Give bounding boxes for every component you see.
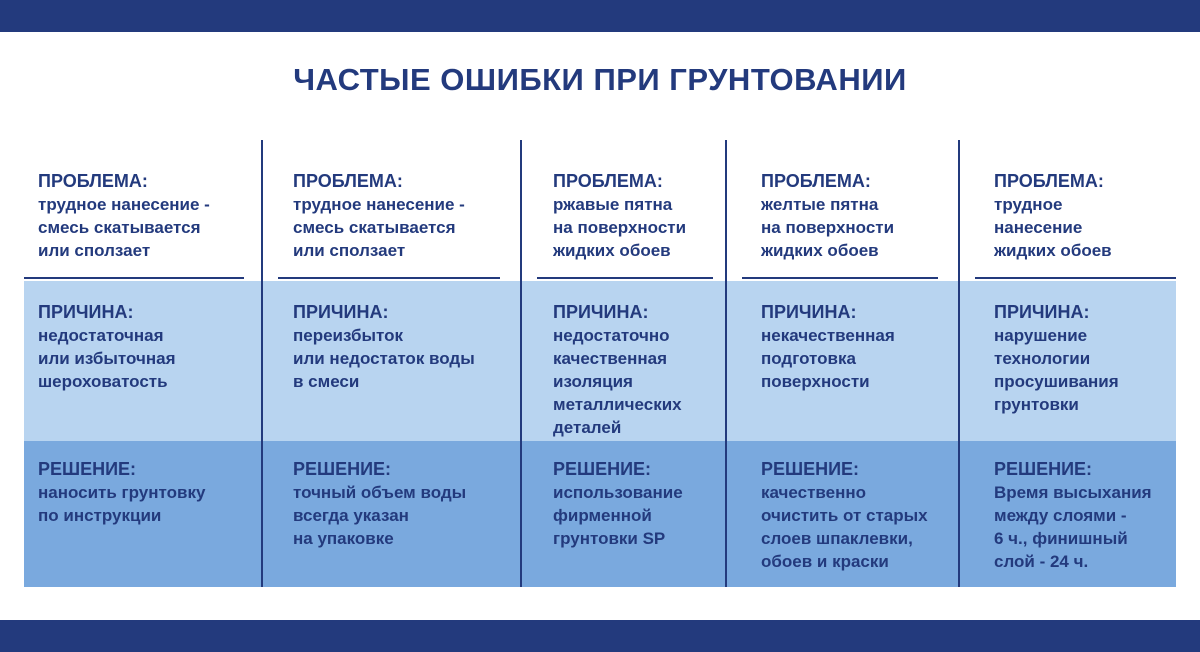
reason-cell — [293, 301, 475, 393]
problem-text: трудное нанесение - смесь скатывается или сползает — [38, 195, 210, 260]
solution-text: качественно очистить от старых слоев шпаклевки, обоев и краски — [761, 483, 928, 571]
reason-cell — [553, 301, 682, 439]
problem-label: ПРОБЛЕМА: — [293, 171, 403, 191]
reason-cell — [761, 301, 895, 393]
reason-text: нарушение технологии просушивания грунтовки — [994, 326, 1119, 414]
solution-label: РЕШЕНИЕ: — [994, 459, 1093, 479]
solution-text: точный объем воды всегда указан на упаковке — [293, 483, 467, 548]
row-divider — [975, 277, 1176, 279]
solution-cell — [994, 458, 1152, 573]
column-divider — [725, 140, 727, 587]
solution-cell — [553, 458, 683, 550]
column-divider — [958, 140, 960, 587]
solution-label: РЕШЕНИЕ: — [553, 459, 652, 479]
column-divider — [520, 140, 522, 587]
bottom-bar — [0, 620, 1200, 652]
problem-label: ПРОБЛЕМА: — [761, 171, 871, 191]
top-bar — [0, 0, 1200, 32]
reason-text: недостаточная или избыточная шероховатость — [38, 326, 176, 391]
solution-cell — [293, 458, 466, 550]
solution-text: Время высыхания между слоями - 6 ч., финишный слой - 24 ч. — [994, 483, 1152, 571]
reason-label: ПРИЧИНА: — [553, 302, 649, 322]
problem-label: ПРОБЛЕМА: — [553, 171, 663, 191]
solution-text: наносить грунтовку по инструкции — [38, 483, 206, 525]
problem-text: желтые пятна на поверхности жидких обоев — [761, 195, 895, 260]
problem-cell — [994, 170, 1112, 262]
solution-label: РЕШЕНИЕ: — [293, 459, 392, 479]
row-divider — [537, 277, 713, 279]
problem-label: ПРОБЛЕМА: — [994, 171, 1104, 191]
reason-cell — [994, 301, 1119, 416]
solution-text: использование фирменной грунтовки SP — [553, 483, 683, 548]
problem-cell — [553, 170, 686, 262]
solution-cell — [761, 458, 928, 573]
reason-text: переизбыток или недостаток воды в смеси — [293, 326, 475, 391]
reason-label: ПРИЧИНА: — [38, 302, 134, 322]
problem-cell — [761, 170, 894, 262]
reason-label: ПРИЧИНА: — [994, 302, 1090, 322]
row-divider — [742, 277, 938, 279]
problem-text: трудное нанесение жидких обоев — [994, 195, 1112, 260]
reason-label: ПРИЧИНА: — [761, 302, 857, 322]
reason-cell — [38, 301, 176, 393]
column-divider — [261, 140, 263, 587]
problem-text: трудное нанесение - смесь скатывается или сползает — [293, 195, 465, 260]
solution-cell — [38, 458, 205, 527]
problem-cell — [38, 170, 210, 262]
row-divider — [278, 277, 500, 279]
solution-label: РЕШЕНИЕ: — [38, 459, 137, 479]
reason-label: ПРИЧИНА: — [293, 302, 389, 322]
row-divider — [24, 277, 244, 279]
problem-text: ржавые пятна на поверхности жидких обоев — [553, 195, 687, 260]
problem-label: ПРОБЛЕМА: — [38, 171, 148, 191]
problem-cell — [293, 170, 465, 262]
reason-text: некачественная подготовка поверхности — [761, 326, 895, 391]
page-title: ЧАСТЫЕ ОШИБКИ ПРИ ГРУНТОВАНИИ — [293, 62, 907, 97]
solution-label: РЕШЕНИЕ: — [761, 459, 860, 479]
reason-text: недостаточно качественная изоляция металлических деталей — [553, 326, 682, 437]
